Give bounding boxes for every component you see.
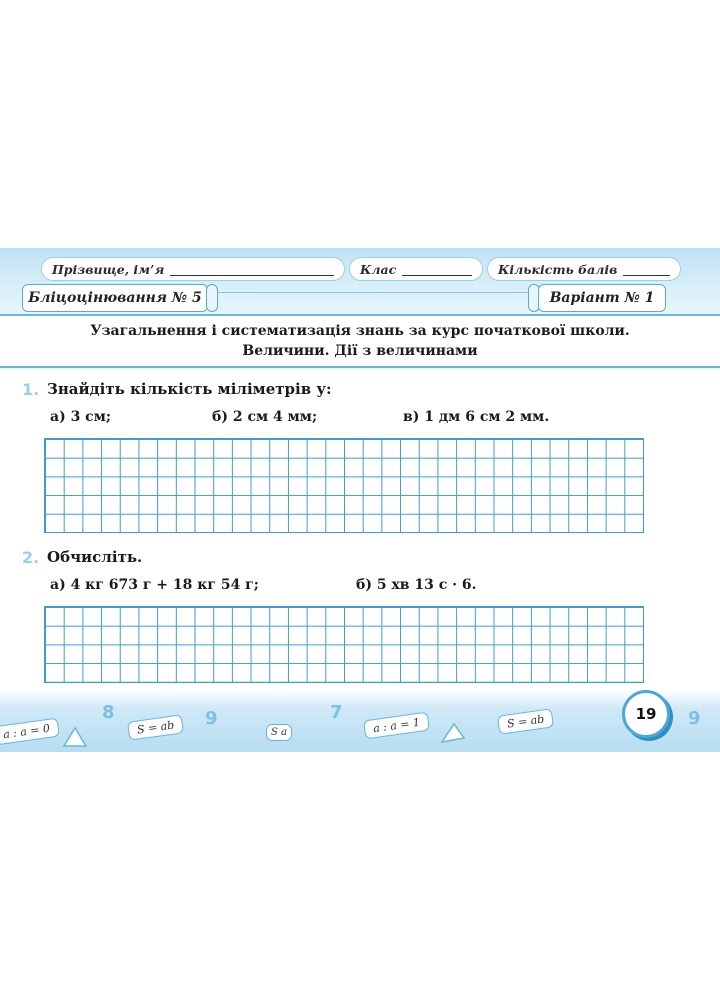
task1-answer-grid[interactable]: [44, 438, 644, 533]
formula-decor-2: S = ab: [127, 714, 184, 741]
task2-item-a: а) 4 кг 673 г + 18 кг 54 г;: [50, 577, 259, 593]
triangle-prism-icon: [62, 726, 88, 748]
test-tab: [22, 284, 208, 312]
test-tab-label: Бліцоцінювання № 5: [28, 290, 202, 306]
task1-item-b: б) 2 см 4 мм;: [212, 409, 318, 425]
score-field[interactable]: [488, 258, 680, 280]
title-band: [0, 314, 720, 368]
task1-number: 1.: [22, 380, 40, 399]
task1-item-a: а) 3 см;: [50, 409, 112, 425]
page-number-badge: [622, 690, 670, 738]
variant-tab-label: Варіант № 1: [549, 290, 655, 306]
digit-decor-8: 8: [102, 702, 115, 723]
page-number: 19: [635, 705, 657, 723]
task2-answer-grid[interactable]: [44, 606, 644, 683]
task2-title: Обчисліть.: [47, 548, 143, 566]
task1-item-c: в) 1 дм 6 см 2 мм.: [403, 409, 550, 425]
class-label: Клас: [360, 261, 397, 277]
cube-decor: S a: [266, 724, 292, 741]
surname-label: Прізвище, ім’я: [52, 261, 165, 277]
formula-decor-1: a : a = 0: [0, 718, 60, 746]
tab-divider: [216, 292, 540, 293]
formula-decor-3: a : a = 1: [363, 712, 430, 740]
surname-field[interactable]: [42, 258, 344, 280]
digit-decor-7: 7: [330, 702, 343, 723]
digit-decor-9: 9: [205, 708, 218, 729]
surname-line: [170, 263, 334, 276]
digit-decor-9b: 9: [688, 708, 701, 729]
task2-number: 2.: [22, 548, 40, 567]
score-line: [623, 263, 670, 276]
formula-decor-4: S = ab: [497, 708, 554, 735]
score-label: Кількість балів: [498, 261, 618, 277]
pyramid-icon: [440, 722, 466, 744]
task2-item-b: б) 5 хв 13 с · 6.: [356, 577, 477, 593]
class-line: [402, 263, 472, 276]
scroll-cap-left: [206, 284, 218, 312]
task1-title: Знайдіть кількість міліметрів у:: [47, 380, 332, 398]
title-line-2: Величини. Дії з величинами: [242, 343, 478, 359]
variant-tab: [538, 284, 666, 312]
class-field[interactable]: [350, 258, 482, 280]
title-line-1: Узагальнення і систематизація знань за курс початкової школи.: [90, 323, 630, 339]
